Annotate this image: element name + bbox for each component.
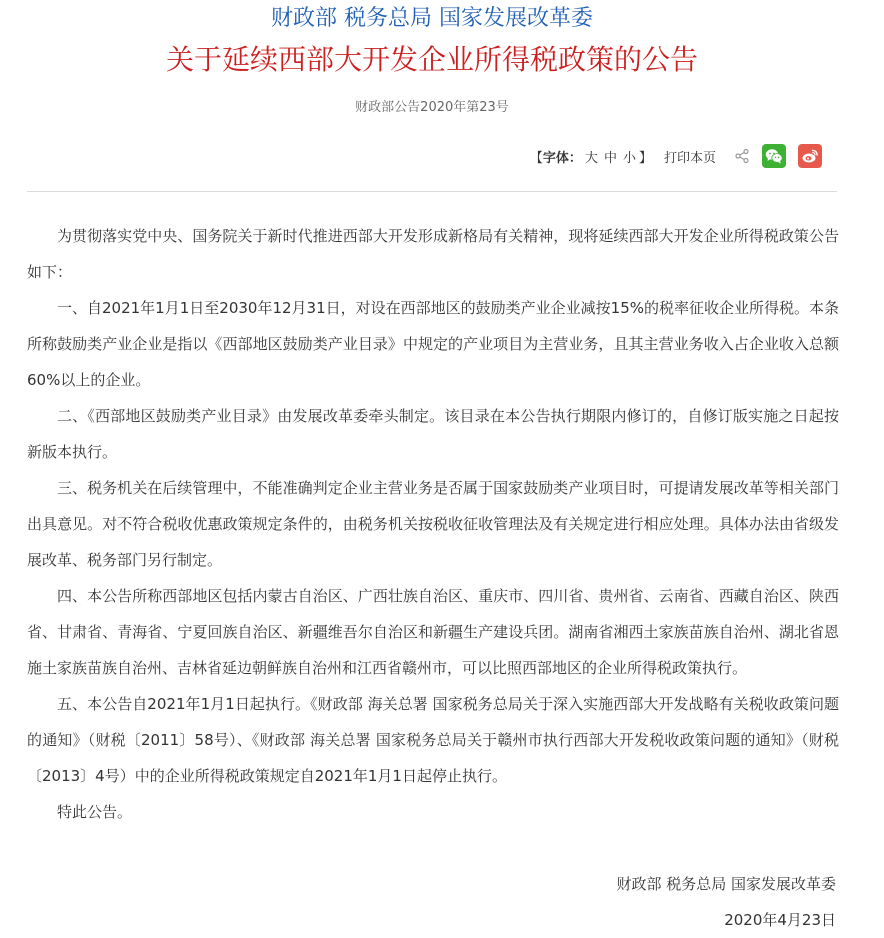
paragraph-item-3: 三、税务机关在后续管理中，不能准确判定企业主营业务是否属于国家鼓励类产业项目时，可提请发展改革等相关部门出具意见。对不符合税收优惠政策规定条件的，由税务机关按税收征收管理法及有关规定进行相应处理。具体办法由省级发展改革、税务部门另行制定。: [27, 479, 839, 569]
weibo-share-button[interactable]: [798, 144, 822, 168]
paragraph-intro: 为贯彻落实党中央、国务院关于新时代推进西部大开发形成新格局有关精神，现将延续西部大开发企业所得税政策公告如下：: [27, 227, 839, 281]
font-size-label: 字体：: [542, 150, 582, 166]
signature-date: 2020年4月23日: [724, 911, 836, 929]
wechat-share-button[interactable]: [762, 144, 786, 168]
document-number: 财政部公告2020年第23号: [355, 100, 509, 115]
toolbar-bracket-open: 【: [529, 150, 543, 166]
font-size-medium-button[interactable]: 中: [603, 150, 617, 166]
paragraph-item-1: 一、自2021年1月1日至2030年12月31日，对设在西部地区的鼓励类产业企业减按15%的税率征收企业所得税。本条所称鼓励类产业企业是指以《西部地区鼓励类产业目录》中规定的产业项目为主营业务，且其主营业务收入占企业收入总额60%以上的企业。: [27, 299, 839, 389]
wechat-icon: [765, 148, 783, 164]
header-divider: [27, 191, 837, 192]
paragraph-item-4: 四、本公告所称西部地区包括内蒙古自治区、广西壮族自治区、重庆市、四川省、贵州省、云南省、西藏自治区、陕西省、甘肃省、青海省、宁夏回族自治区、新疆维吾尔自治区和新疆生产建设兵团。湖南省湘西土家族苗族自治州、湖北省恩施土家族苗族自治州、吉林省延边朝鲜族自治州和江西省赣州市，可以比照西部地区的企业所得税政策执行。: [27, 587, 839, 677]
signature-block: [616, 866, 836, 938]
signature-issuers: 财政部 税务总局 国家发展改革委: [616, 875, 836, 893]
font-size-small-button[interactable]: 小: [622, 150, 636, 166]
issuing-agencies: 财政部 税务总局 国家发展改革委: [271, 6, 593, 31]
paragraph-closing: 特此公告。: [57, 803, 133, 821]
share-icon[interactable]: [734, 148, 750, 164]
article-body: [27, 218, 839, 830]
print-page-link[interactable]: 打印本页: [663, 150, 716, 166]
font-size-large-button[interactable]: 大: [584, 150, 598, 166]
paragraph-item-2: 二、《西部地区鼓励类产业目录》由发展改革委牵头制定。该目录在本公告执行期限内修订的，自修订版实施之日起按新版本执行。: [27, 407, 839, 461]
paragraph-item-5: 五、本公告自2021年1月1日起执行。《财政部 海关总署 国家税务总局关于深入实施西部大开发战略有关税收政策问题的通知》（财税〔2011〕58号）、《财政部 海关总署 国家税务总局关于赣州市执行西部大开发税收政策问题的通知》（财税〔2013〕4号）中的企业所得税政策规定自2021年1月1日起停止执行。: [27, 695, 839, 785]
weibo-icon: [801, 148, 819, 164]
toolbar-bracket-close: 】: [638, 150, 652, 166]
article-toolbar: [530, 142, 822, 170]
page-title: 关于延续西部大开发企业所得税政策的公告: [165, 43, 698, 76]
